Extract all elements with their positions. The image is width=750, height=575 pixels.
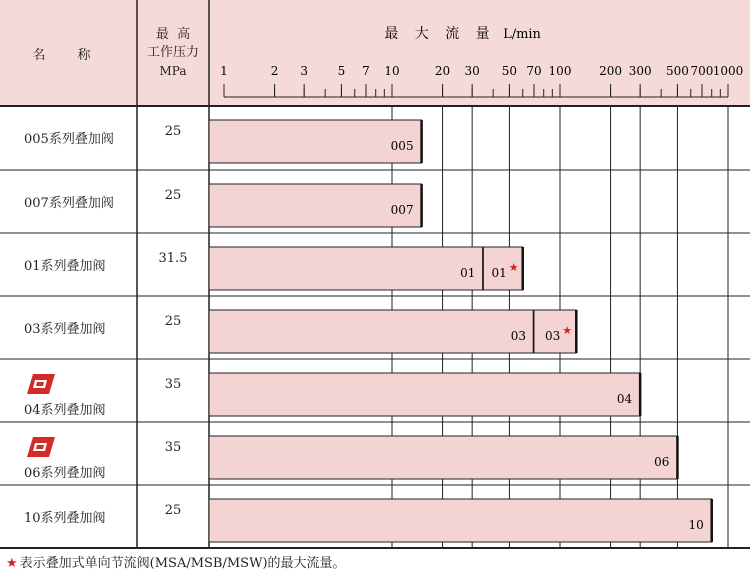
flow-axis-tick-label: 5: [337, 64, 346, 78]
row-pressure-cell: 25: [164, 124, 182, 139]
flow-bar-label: 01: [460, 266, 476, 280]
header-pressure-line2: 工作压力: [146, 45, 199, 60]
row-pressure-cell: 25: [164, 503, 182, 518]
flow-bar-label: 03: [510, 329, 526, 343]
flow-axis-tick-label: 1000: [712, 64, 744, 78]
row-pressure-cell: 35: [164, 440, 182, 455]
flow-axis-tick-label: 30: [464, 64, 480, 78]
flow-bar-label: 10: [688, 518, 704, 532]
flow-bar: [209, 373, 640, 416]
row-name-label: 04系列叠加阀: [24, 403, 106, 418]
flow-axis-tick-label: 50: [501, 64, 518, 78]
header-name: 名 称: [32, 47, 105, 63]
flow-axis-tick-label: 1: [220, 64, 228, 78]
flow-bar-label: 007: [390, 203, 414, 217]
flow-bar: [209, 247, 483, 290]
flow-bar-label: 01: [491, 266, 507, 280]
flow-axis-tick-label: 10: [384, 64, 400, 78]
row-name-label: 005系列叠加阀: [24, 132, 114, 147]
flow-axis-tick-label: 2: [270, 64, 279, 78]
flow-bar-label: 06: [654, 455, 670, 469]
row-pressure-cell: 31.5: [158, 251, 188, 266]
flow-axis-tick-label: 70: [526, 64, 542, 78]
flow-axis-title: 最 大 流 量: [384, 26, 496, 42]
flow-bar: [209, 436, 677, 479]
row-name-label: 03系列叠加阀: [24, 322, 106, 337]
flow-axis-tick-label: 100: [548, 64, 572, 78]
row-name-label: 10系列叠加阀: [24, 511, 106, 526]
flow-axis-tick-label: 300: [628, 64, 652, 78]
header-pressure-unit: MPa: [159, 64, 187, 78]
footnote: [6, 552, 346, 571]
flow-axis-tick-label: 500: [665, 64, 689, 78]
flow-axis-tick-label: 7: [362, 64, 370, 78]
flow-bar-label: 04: [616, 392, 633, 406]
star-icon: ★: [562, 324, 573, 337]
flow-axis-tick-label: 200: [599, 64, 623, 78]
header-pressure-line1: 最 高: [155, 27, 191, 42]
star-icon: ★: [508, 261, 519, 274]
row-name-label: 06系列叠加阀: [24, 466, 106, 481]
flow-axis-tick-label: 20: [434, 64, 451, 78]
flow-bar: [209, 499, 712, 542]
row-name-label: 01系列叠加阀: [24, 259, 106, 274]
flow-bar: [209, 310, 534, 353]
flow-axis-unit: L/min: [503, 27, 541, 42]
flow-bar-label: 005: [390, 139, 414, 153]
flow-axis-tick-label: 700: [690, 64, 714, 78]
row-pressure-cell: 35: [164, 377, 182, 392]
footnote-text: 表示叠加式单向节流阀(MSA/MSB/MSW)的最大流量。: [19, 556, 346, 571]
flow-bar-label: 03: [544, 329, 561, 343]
row-pressure-cell: 25: [164, 314, 182, 329]
row-name-label: 007系列叠加阀: [24, 196, 114, 211]
footnote-star: ★: [6, 556, 18, 571]
row-pressure-cell: 25: [164, 188, 182, 203]
flow-axis-tick-label: 3: [300, 64, 308, 78]
